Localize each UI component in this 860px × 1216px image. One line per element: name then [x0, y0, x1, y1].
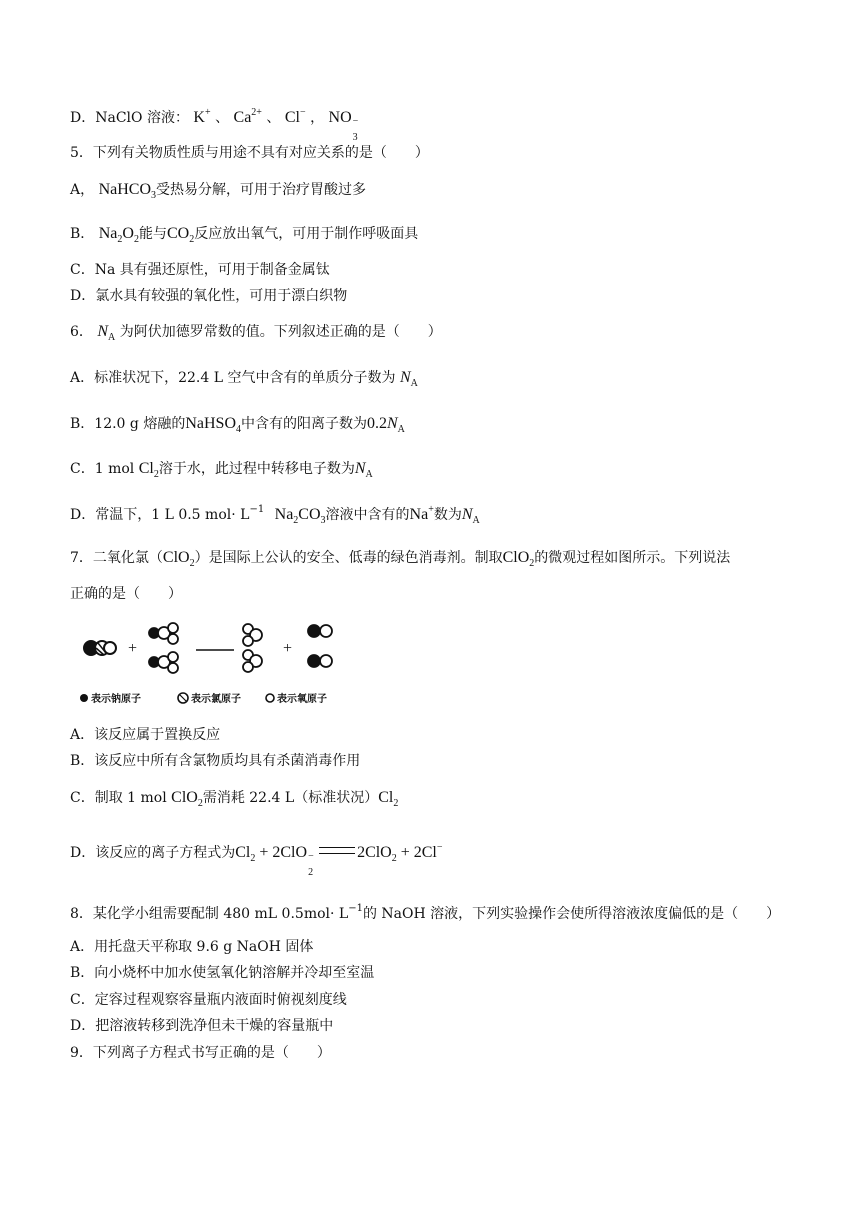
q7-option-a: A．该反应属于置换反应: [70, 727, 221, 743]
option-text: 溶于水，此过程中转移电子数为: [158, 461, 355, 477]
formula-clo2: ClO$_2$: [502, 549, 535, 569]
question-text: 为阿伏加德罗常数的值。下列叙述正确的是（ ）: [119, 324, 442, 340]
formula-na2co3: $Na_2CO_3$: [274, 506, 326, 526]
option-label: A，: [70, 182, 95, 198]
symbol-na: $N_A$: [387, 415, 405, 435]
reactant-molecule-top: [149, 623, 178, 644]
option-text: 需消耗 22.4 L（标准状况）: [202, 790, 379, 806]
q4-option-d: [70, 107, 362, 143]
formula-clo2: ClO$_2$: [171, 789, 203, 809]
formula-cl2: $Cl_2$: [378, 789, 399, 809]
symbol-na: $N_A$: [461, 506, 480, 526]
option-text: 数为: [433, 507, 462, 523]
q5-stem: 5．下列有关物质性质与用途不具有对应关系的是（ ）: [70, 145, 429, 161]
plus-sign: +: [128, 640, 138, 657]
equals-sign: [319, 847, 355, 854]
formula-k: K+: [193, 107, 211, 126]
formula-no3: NO − 3: [328, 109, 359, 143]
q6-option-a: [70, 368, 418, 388]
question-text: 的 NaOH 溶液，下列实验操作会使所得溶液浓度偏低的是（ ）: [362, 906, 781, 922]
option-text: B．12.0 g 熔融的: [70, 416, 186, 432]
plus-sign: +: [283, 640, 293, 657]
question-number: 6．: [70, 324, 93, 340]
reactant-molecule-bottom: [149, 652, 178, 673]
separator: 、: [266, 110, 281, 126]
option-label: B．: [70, 226, 95, 242]
option-text: C．制取 1 mol: [70, 790, 172, 806]
q6-option-b: [70, 414, 405, 434]
q6-stem: [70, 322, 442, 342]
ionic-equation: $Cl_2 + 2ClO$ − 2 2ClO$_2$ + 2Cl−: [235, 842, 443, 878]
q8-option-c: C．定容过程观察容量瓶内液面时俯视刻度线: [70, 992, 347, 1008]
product-nacl-bottom: [308, 655, 332, 667]
q9-stem: 9．下列离子方程式书写正确的是（ ）: [70, 1045, 331, 1061]
q5-option-d: D．氯水具有较强的氧化性，可用于漂白织物: [70, 288, 348, 304]
exponent: −1: [348, 903, 363, 914]
q7-option-b: B．该反应中所有含氯物质均具有杀菌消毒作用: [70, 753, 361, 769]
formula-nahco3: NaHCO$_3$: [98, 181, 157, 201]
option-text: 反应放出氧气，可用于制作呼吸面具: [194, 226, 419, 242]
option-text: D．该反应的离子方程式为: [70, 845, 236, 861]
formula-na-ion: Na+: [409, 504, 434, 523]
exponent: −1: [249, 504, 265, 515]
q8-option-a: A．用托盘天平称取 9.6 g NaOH 固体: [70, 939, 314, 955]
product-nacl-top: [308, 625, 332, 637]
symbol-na: $N_A$: [354, 460, 373, 480]
q7-stem-line1: [70, 548, 730, 568]
formula-clo2: ClO$_2$: [162, 549, 195, 569]
legend-oxygen: 表示氧原子: [277, 694, 327, 705]
legend: [80, 692, 327, 705]
reaction-diagram: [78, 615, 350, 719]
option-text: A．标准状况下，22.4 L 空气中含有的单质分子数为: [70, 370, 396, 386]
q5-option-b: [70, 224, 418, 244]
symbol-na: $N_A$: [399, 369, 418, 389]
q7-stem-line2: 正确的是（ ）: [70, 586, 182, 602]
reaction-diagram-svg: [78, 615, 350, 715]
option-label: D．NaClO 溶液：: [70, 110, 189, 126]
formula-nahso4: NaHSO$_4$: [185, 415, 241, 435]
product-clo2-bottom: [243, 650, 262, 672]
option-text: C．1 mol: [70, 461, 139, 477]
option-text: 受热易分解，可用于治疗胃酸过多: [156, 182, 367, 198]
question-text: 8．某化学小组需要配制 480 mL 0.5mol· L: [70, 906, 349, 922]
chlorite-molecule: [84, 641, 116, 655]
q6-option-c: [70, 459, 373, 479]
option-text: 能与: [138, 226, 167, 242]
option-text: D．常温下，1 L 0.5 mol· L: [70, 507, 250, 523]
option-text: 中含有的阳离子数为: [241, 416, 367, 432]
question-text: 的微观过程如图所示。下列说法: [534, 550, 731, 566]
q6-option-d: [70, 505, 480, 525]
q8-option-d: D．把溶液转移到洗净但未干燥的容量瓶中: [70, 1018, 334, 1034]
legend-sodium: 表示钠原子: [91, 694, 141, 705]
q7-option-c: [70, 788, 398, 808]
separator: 、: [215, 110, 230, 126]
product-clo2-top: [243, 624, 262, 646]
option-text: 溶液中含有的: [325, 507, 410, 523]
coefficient: 0.2: [367, 415, 387, 432]
formula-co2: $CO_2$: [166, 225, 195, 245]
legend-chlorine: 表示氯原子: [191, 694, 241, 705]
separator: ，: [310, 110, 325, 126]
symbol-na: $N_A$: [97, 323, 116, 343]
q8-option-b: B．向小烧杯中加水使氢氧化钠溶解并冷却至室温: [70, 965, 375, 981]
formula-cl2: $Cl_2$: [138, 460, 159, 480]
q5-option-c: C．Na 具有强还原性，可用于制备金属钛: [70, 262, 330, 278]
formula-ca: $Ca^{2+}$: [233, 107, 262, 126]
question-text: 7．二氧化氯（: [70, 550, 163, 566]
formula-cl: Cl−: [284, 107, 306, 126]
q7-option-d: [70, 842, 443, 878]
q5-option-a: [70, 180, 366, 200]
question-text: ）是国际上公认的安全、低毒的绿色消毒剂。制取: [194, 550, 503, 566]
q8-stem: [70, 904, 780, 924]
formula-na2o2: $Na_2O_2$: [98, 225, 139, 245]
